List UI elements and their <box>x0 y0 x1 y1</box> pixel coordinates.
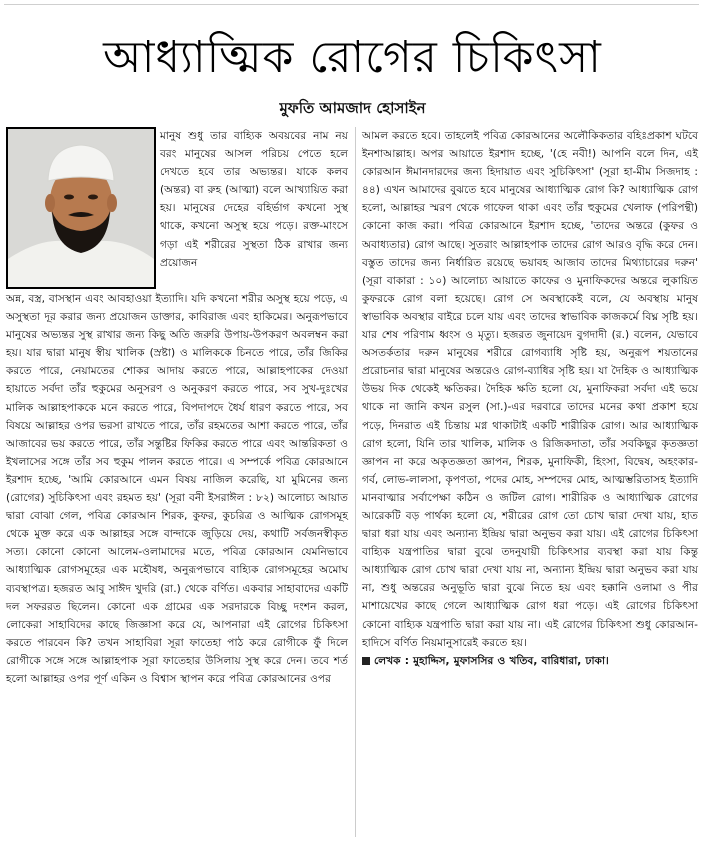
column2 <box>362 127 698 670</box>
author-portrait-icon <box>8 129 154 287</box>
author-note <box>362 652 698 670</box>
author-photo <box>6 127 156 289</box>
column2-body: আমল করতে হবে। তাহলেই পবিত্র কোরআনের অলৌকিকতার বহিঃপ্রকাশ ঘটবে ইনশাআল্লাহ। অপর আয়াতে ইরশাদ হচ্ছে, '(হে নবী!) আপনি বলে দিন, এই কোরআন ঈমানদারদের জন্য হিদায়াত এবং সুচিকিৎসা' (সূরা হা-মীম সিজদাহ : ৪৪) এখন আমাদের বুঝতে হবে মানুষের আধ্যাত্মিক রোগ কি? আধ্যাত্মিক রোগ হলো, আল্লাহর স্মরণ থেকে গাফেল থাকা এবং তাঁর হুকুমের খেলাফ (পরিপন্থী) কোনো কাজ করা। পবিত্র কোরআনে ইরশাদ হচ্ছে, 'তাদের অন্তরে (কুফর ও অবাধ্যতার) রোগ আছে। সুতরাং আল্লাহপাক তাদের রোগ আরও বৃদ্ধি করে দেন। বস্তুত তাদের জন্য নির্ধারিত রয়েছে ভয়াবহ আজাব তাদের মিথ্যাচারের দরুন' (সূরা বাকারা : ১০) আলোচ্য আয়াতে কাফের ও মুনাফিকদের অন্তরে লুকায়িত কুফরকে রোগ বলা হয়েছে। রোগ সে অবস্থাকেই বলে, যে অবস্থায় মানুষ স্বাভাবিক অবস্থার বাইরে চলে যায় এবং তাদের স্বাভাবিক কাজকর্মে বিঘ্ন সৃষ্টি হয়। যার শেষ পরিণাম ধ্বংস ও মৃত্যু। হজরত জুনায়েদ বুগদাদী (র.) বলেন, যেভাবে অসতর্কতার দরুন মানুষের শরীরে রোগব্যাধি সৃষ্টি হয়, অনুরূপ শয়তানের প্ররোচনার দ্বারা মানুষের অন্তরেও রোগ-ব্যাধির সৃষ্টি হয়। যা দৈহিক ও আধ্যাত্মিক উভয় দিক থেকেই ক্ষতিকর। দৈহিক ক্ষতি হলো যে, মুনাফিকরা সর্বদা এই ভয়ে থাকে না জানি কখন রসুল (সা.)-এর দরবারে তাদের মনের কথা প্রকাশ হয়ে পড়ে, দিনরাত এই চিন্তায় মগ্ন থাকাটাই একটি শারীরিক রোগ। আর আধ্যাত্মিক রোগ হলো, যিনি তার খালিক, মালিক ও রিজিকদাতা, তাঁর সবকিছুর কৃতজ্ঞতা জ্ঞাপন না করে অকৃতজ্ঞতা জ্ঞাপন, শিরক, মুনাফিকী, হিংসা, বিদ্বেষ, অহংকার-গর্ব, লোভ-লালসা, কৃপণতা, পদের মোহ, সম্পদের মোহ, আত্মম্ভরিতাসহ ইত্যাদি মানবাত্মার সর্বাপেক্ষা কঠিন ও জটিল রোগ। শারীরিক ও আধ্যাত্মিক রোগের আরেকটি বড় পার্থক্য হলো যে, শরীরের রোগ তো চোখ দ্বারা দেখা যায়, হাত দ্বারা ধরা যায় এবং অন্যান্য ইন্দ্রিয় দ্বারা অনুভব করা যায়। এই রোগের চিকিৎসা বাহ্যিক যন্ত্রপাতির দ্বারা বুঝে তদনুযায়ী চিকিৎসার ব্যবস্থা করা যায় কিন্তু আধ্যাত্মিক রোগ চোখ দ্বারা দেখা যায় না, অন্যান্য ইন্দ্রিয় দ্বারা অনুভব করা যায় না, শুধু অন্তরের অনুভূতি দ্বারা বুঝে নিতে হয় এবং হক্কানি ওলামা ও পীর মাশায়েখের কাছে গেলে আধ্যাত্মিক রোগ ধরা পড়ে। এই রোগের চিকিৎসা কোনো বাহ্যিক যন্ত্রপাতি দ্বারা করা যায় না। এই রোগের চিকিৎসা শুধু কোরআন-হাদিসে বর্ণিত নিয়মানুসারেই করতে হয়। <box>362 130 698 649</box>
column-divider <box>355 127 356 837</box>
column1-text-below-photo: অন্ন, বস্ত্র, বাসস্থান এবং আবহাওয়া ইত্যাদি। যদি কখনো শরীর অসুস্থ হয়ে পড়ে, এ অসুস্থতা দূর করার জন্য প্রয়োজন ডাক্তার, কাবিরাজ এবং হাকিমের। অনুরূপভাবে মানুষের অভ্যন্তর সুস্থ রাখার জন্য কিছু অতি জরুরি উপায়-উপকরণ অবলম্বন করা হয়। যার দ্বারা মানুষ স্বীয় খালিক (স্রষ্টা) ও মালিককে চিনতে পারে, তাঁর জিকির করতে পারে, নেয়ামতের শোকর আদায় করতে পারে, আল্লাহপাকের দেওয়া হায়াতে সর্বদা তাঁর হুকুমের অনুসরণ ও অনুকরণ করতে পারে, সব সুখ-দুঃখের মালিক আল্লাহপাককে মনে করতে পারে, বিপদাপদে ধৈর্য ধারণ করতে পারে, সব বিষয়ে আল্লাহর ওপর ভরসা রাখতে পারে, তাঁর রহমতের আশা করতে পারে, তাঁর আজাবের ভয় করতে পারে, তাঁর সন্তুষ্টির ফিকির করতে পারে এবং আন্তরিকতা ও ইখলাসের সঙ্গে তাঁর সব হুকুম পালন করতে পারে। এ সম্পর্কে পবিত্র কোরআনে ইরশাদ হচ্ছে, 'আমি কোরআনে এমন বিষয় নাজিল করেছি, যা মুমিনের জন্য (রোগের) সুচিকিৎসা এবং রহমত হয়' (সূরা বনী ইসরাঈল : ৮২) আলোচ্য আয়াত দ্বারা বোঝা গেল, পবিত্র কোরআন শিরক, কুফর, কুচরিত্র ও আত্মিক রোগসমূহ থেকে মুক্ত করে এক আল্লাহর সঙ্গে বান্দাকে জুড়িয়ে দেয়, কথাটি সর্বজনস্বীকৃত সত্য। কোনো কোনো আলেম-ওলামাদের মতে, পবিত্র কোরআন যেমনিভাবে আধ্যাত্মিক রোগসমূহের এক মহৌষধ, অনুরূপভাবে বাহ্যিক রোগসমূহের অমোঘ ব্যবস্থাপত্র। হজরত আবু সাঈদ খুদরি (রা.) থেকে বর্ণিত। একবার সাহাবাদের একটি দল সফররত ছিলেন। কোনো এক গ্রামের এক সরদারকে বিচ্ছু দংশন করল, লোকেরা সাহাবিদের কাছে জিজ্ঞাসা করে যে, আপনারা এই রোগের চিকিৎসা করতে পারবেন কি? তখন সাহাবিরা সূরা ফাতেহা পাঠ করে রোগীকে ফুঁ দিলে রোগীকে সঙ্গে সঙ্গে আল্লাহপাক সূরা ফাতেহার উসিলায় সুস্থ করে দেন। তবে শর্ত হলো আল্লাহর ওপর পূর্ণ একিন ও বিশ্বাস স্থাপন করে পবিত্র কোরআনের ওপর <box>6 293 348 685</box>
author-note-text: লেখক : মুহাদ্দিস, মুফাসসির ও খতিব, বারিধারা, ঢাকা। <box>374 654 609 667</box>
column1-text-beside-photo: মানুষ শুধু তার বাহ্যিক অবয়বের নাম নয় বরং মানুষের আসল পরিচয় পেতে হলে দেখতে হবে তার অভ্যন্তর। যাকে কলব (অন্তর) বা রুহ (আত্মা) বলে আখ্যায়িত করা হয়। মানুষের দেহের বহির্ভাগ কখনো সুস্থ থাকে, কখনো অসুস্থ হয়ে পড়ে। রক্ত-মাংসে গড়া এই শরীরের সুস্থতা ঠিক রাখার জন্য প্রয়োজন <box>160 130 348 269</box>
byline: মুফতি আমজাদ হোসাইন <box>279 99 426 117</box>
square-bullet-icon <box>362 657 370 665</box>
headline: আধ্যাত্মিক রোগের চিকিৎসা <box>103 32 602 83</box>
